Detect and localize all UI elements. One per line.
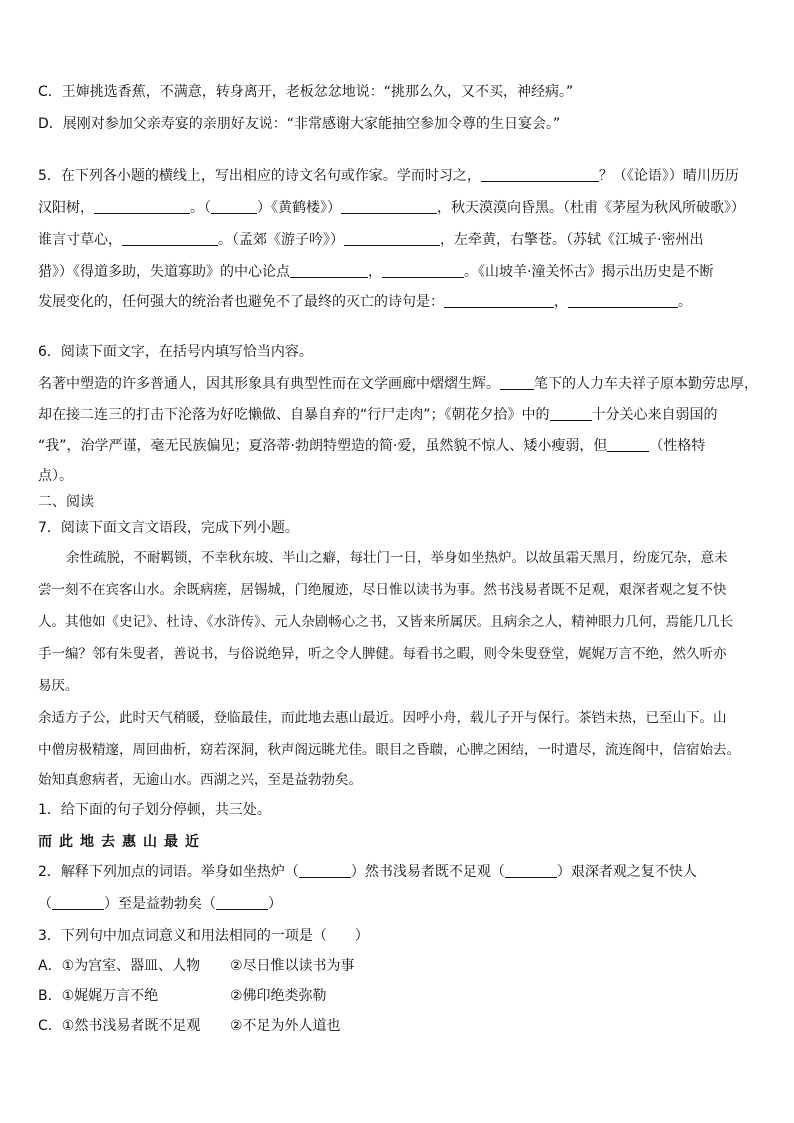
text: “我”，治学严谨，毫无民族偏见；夏洛蒂·勃朗特塑造的简·爱，虽然貌不惊人、矮小瘦弱，但 bbox=[38, 438, 608, 454]
q6-line-2 bbox=[38, 405, 768, 425]
q5-line-2 bbox=[38, 198, 768, 218]
text: ？（《论语》）晴川历历 bbox=[598, 168, 739, 184]
text: 。 bbox=[678, 294, 692, 310]
answer-blank[interactable] bbox=[52, 895, 104, 910]
answer-blank[interactable] bbox=[216, 895, 268, 910]
classical-text-line: 人。其他如《史记》、杜诗、《水浒传》、元人杂剧畅心之书，又皆来所属厌。且病余之人，精神眼力几何，焉能几几长 bbox=[38, 614, 734, 630]
text: （ bbox=[38, 896, 52, 912]
option-right: ②佛印绝类弥勒 bbox=[230, 988, 327, 1004]
q5-line-5 bbox=[38, 292, 768, 312]
answer-blank[interactable] bbox=[344, 231, 440, 246]
text: 十分关心来自弱国的 bbox=[591, 407, 718, 423]
text: 谁言寸草心， bbox=[38, 232, 122, 248]
text: 。（ bbox=[190, 200, 211, 216]
q6-line-3 bbox=[38, 436, 768, 456]
answer-blank[interactable] bbox=[299, 863, 351, 878]
option-left: C．①然书浅易者既不足观 bbox=[38, 1018, 201, 1034]
text: ，左牵黄，右擎苍。（苏轼《江城子·密州出 bbox=[440, 232, 704, 248]
answer-blank[interactable] bbox=[607, 437, 649, 452]
text: ）至是益勃勃矣（ bbox=[104, 896, 216, 912]
sub3-option-b[interactable] bbox=[38, 986, 768, 1006]
q6-title: 6．阅读下面文字，在括号内填写恰当内容。 bbox=[38, 344, 313, 360]
answer-blank[interactable] bbox=[481, 167, 599, 182]
option-right: ②尽日惟以读书为事 bbox=[230, 958, 355, 974]
text: 。（孟郊《游子吟》） bbox=[218, 232, 344, 248]
text: 发展变化的，任何强大的统治者也避免不了最终的灭亡的诗句是： bbox=[38, 294, 444, 310]
text: ） bbox=[268, 896, 282, 912]
text: （性格特 bbox=[649, 438, 706, 454]
option-d: D．展刚对参加父亲寿宴的亲朋好友说：“非常感谢大家能抽空参加令尊的生日宴会。” bbox=[38, 116, 561, 132]
sub3-option-c[interactable] bbox=[38, 1016, 768, 1036]
answer-blank[interactable] bbox=[341, 199, 437, 214]
classical-text-line: 余适方子公，此时天气稍暖，登临最佳，而此地去惠山最近。因呼小舟，载儿子开与保行。茶铛未热，已至山下。山 bbox=[38, 710, 727, 726]
sub2-line-2 bbox=[38, 894, 768, 914]
classical-text-line: 余性疏脱，不耐羁锁，不幸秋东坡、半山之癖，每壮门一日，举身如坐热炉。以故虽霜天黑月，纷庞冗杂，意未 bbox=[66, 550, 728, 566]
sub3-title: 3．下列句中加点词意义和用法相同的一项是（ ） bbox=[38, 928, 369, 944]
classical-text-line: 尝一刻不在宾客山水。余既病瘥，居锡城，门绝履迹，尽日惟以读书为事。然书浅易者既不足观，艰深者观之复不快 bbox=[38, 582, 727, 598]
text: 5．在下列各小题的横线上，写出相应的诗文名句或作家。学而时习之， bbox=[38, 168, 481, 184]
option-left: A．①为宫室、器皿、人物 bbox=[38, 958, 201, 974]
text: ， bbox=[368, 264, 382, 280]
q6-line-4: 点）。 bbox=[38, 468, 73, 484]
sub2-line-1 bbox=[38, 862, 768, 882]
section-heading: 二、阅读 bbox=[38, 494, 94, 510]
answer-blank[interactable] bbox=[290, 263, 368, 278]
answer-blank[interactable] bbox=[568, 293, 678, 308]
q7-title: 7．阅读下面文言文语段，完成下列小题。 bbox=[38, 520, 299, 536]
text: ，秋天漠漠向昏黑。（杜甫《茅屋为秋风所破歌》） bbox=[437, 200, 745, 216]
text: ）《黄鹤楼》） bbox=[257, 200, 341, 216]
sub3-option-a[interactable] bbox=[38, 956, 768, 976]
answer-blank[interactable] bbox=[94, 199, 190, 214]
classical-text-line: 手一编？邻有朱叟者，善说书，与俗说绝异，听之令人脾健。每看书之暇，则令朱叟登堂，娓娓万言不绝，然久听亦 bbox=[38, 646, 727, 662]
text: ）然书浅易者既不足观（ bbox=[350, 864, 505, 880]
text: 汉阳树， bbox=[38, 200, 94, 216]
option-right: ②不足为外人道也 bbox=[230, 1018, 341, 1034]
text: 2．解释下列加点的词语。举身如坐热炉（ bbox=[38, 864, 299, 880]
q5-line-3 bbox=[38, 230, 768, 250]
text: ）艰深者观之复不快人 bbox=[556, 864, 697, 880]
answer-blank[interactable] bbox=[550, 406, 592, 421]
text: 名著中塑造的许多普通人，因其形象具有典型性而在文学画廊中熠熠生辉。 bbox=[38, 376, 500, 392]
pause-sentence: 而此地去惠山最近 bbox=[38, 834, 206, 850]
q6-line-1 bbox=[38, 374, 768, 394]
answer-blank[interactable] bbox=[122, 231, 218, 246]
text: 却在接二连三的打击下沦落为好吃懒做、自暴自弃的“行尸走肉”；《朝花夕拾》中的 bbox=[38, 407, 550, 423]
answer-blank[interactable] bbox=[211, 199, 257, 214]
text: 猎》）《得道多助，失道寡助》的中心论点 bbox=[38, 264, 290, 280]
classical-text-line: 易厌。 bbox=[38, 678, 79, 694]
answer-blank[interactable] bbox=[444, 293, 554, 308]
q5-line-4 bbox=[38, 262, 768, 282]
answer-blank[interactable] bbox=[505, 863, 557, 878]
q5-line-1 bbox=[38, 166, 768, 186]
answer-blank[interactable] bbox=[500, 375, 534, 390]
option-c: C．王婶挑选香蕉，不满意，转身离开，老板忿忿地说：“挑那么久，又不买，神经病。” bbox=[38, 84, 574, 100]
classical-text-line: 始知真愈病者，无逾山水。西湖之兴，至是益勃勃矣。 bbox=[38, 772, 362, 788]
option-left: B．①娓娓万言不绝 bbox=[38, 988, 159, 1004]
classical-text-line: 中僧房极精邃，周回曲析，窈若深洞，秋声阁远眺尤佳。眼目之昏聩，心脾之困结，一时遣尽，流连阁中，信宿始去。 bbox=[38, 742, 740, 758]
text: 笔下的人力车夫祥子原本勤劳忠厚， bbox=[534, 376, 758, 392]
text: 。《山坡羊·潼关怀古》揭示出历史是不断 bbox=[464, 264, 714, 280]
text: ， bbox=[554, 294, 568, 310]
answer-blank[interactable] bbox=[382, 263, 464, 278]
sub1-title: 1．给下面的句子划分停顿，共三处。 bbox=[38, 802, 271, 818]
